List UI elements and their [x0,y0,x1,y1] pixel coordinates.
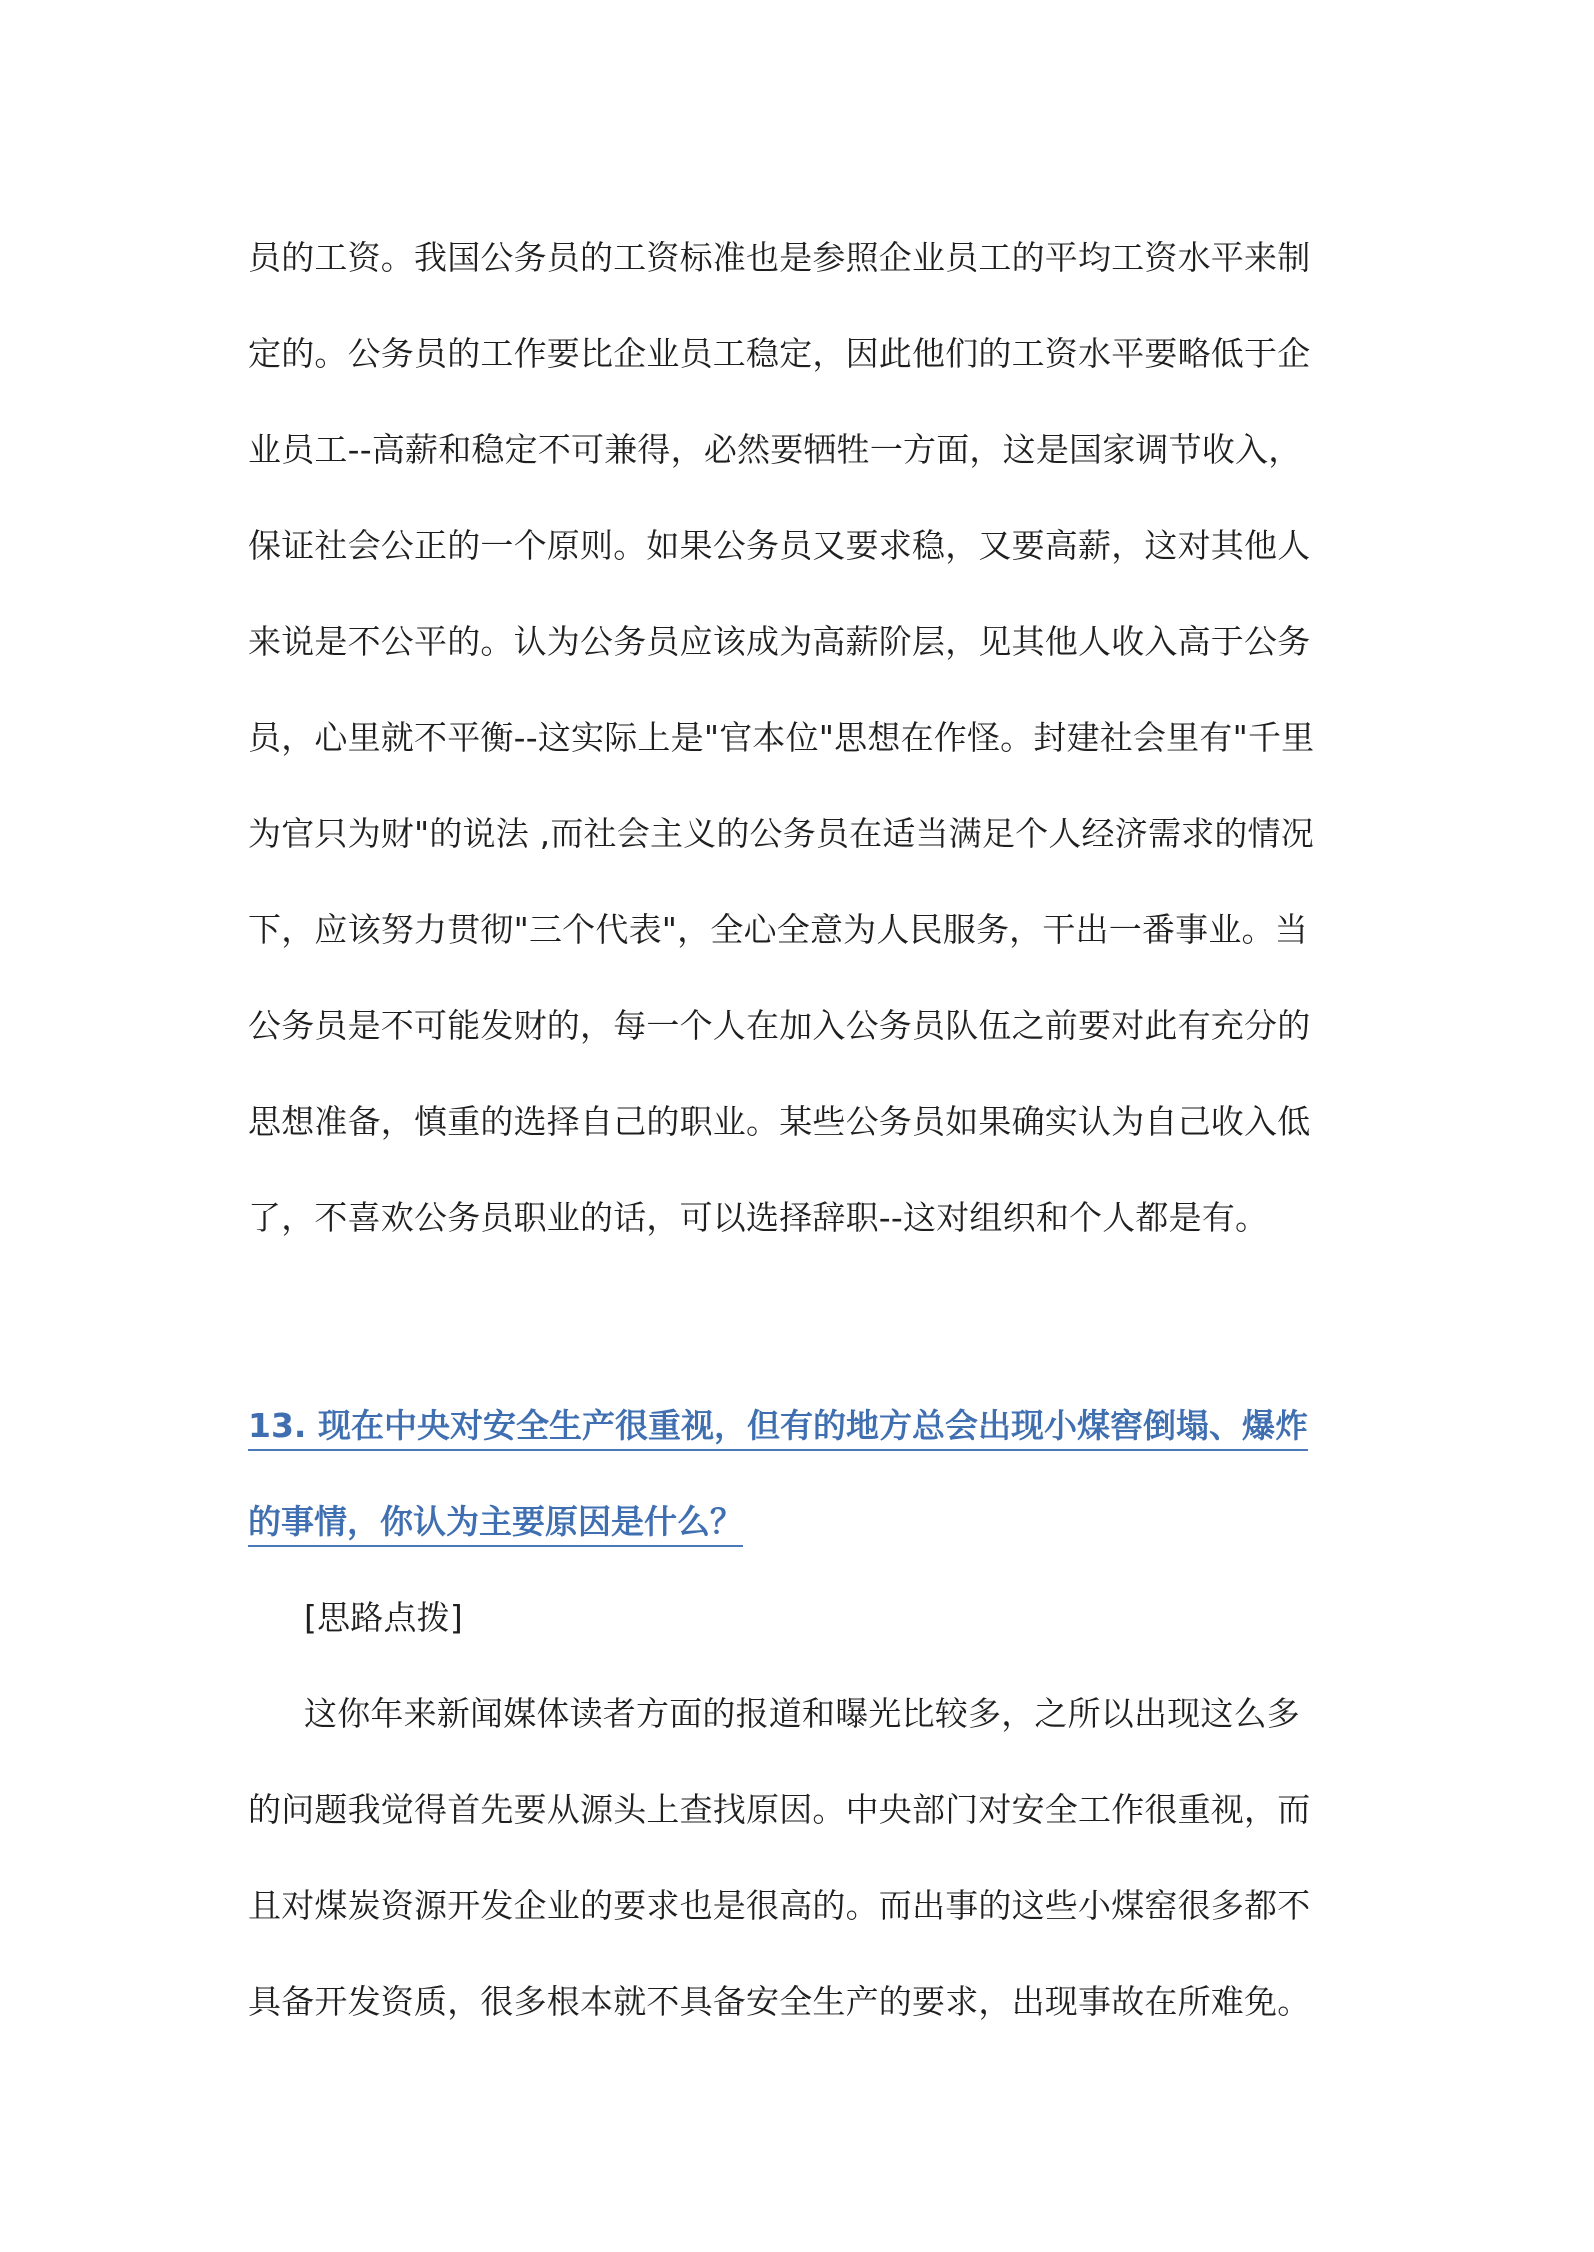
text-line: 了，不喜欢公务员职业的话，可以选择辞职--这对组织和个人都是有。 [248,1198,1269,1237]
text-line: 下，应该努力贯彻"三个代表"，全心全意为人民服务，干出一番事业。当 [248,910,1308,949]
text-line: 员，心里就不平衡--这实际上是"官本位"思想在作怪。封建社会里有"千里 [248,718,1315,757]
text-line: 员的工资。我国公务员的工资标准也是参照企业员工的平均工资水平来制 [248,238,1311,277]
text-line: 业员工--高薪和稳定不可兼得，必然要牺牲一方面，这是国家调节收入， [248,430,1302,469]
paragraph-gap [248,1266,1358,1378]
question-heading-line-1 [248,1378,1358,1474]
question-heading-text: 的事情，你认为主要原因是什么？ [248,1502,743,1547]
paragraph-salary [248,210,1358,1266]
paragraph-answer [248,1666,1358,2050]
text-line: 保证社会公正的一个原则。如果公务员又要求稳，又要高薪，这对其他人 [248,526,1311,565]
hint-label: [思路点拨] [304,1598,463,1637]
text-line: 具备开发资质，很多根本就不具备安全生产的要求，出现事故在所难免。 [248,1982,1311,2021]
text-line: 的问题我觉得首先要从源头上查找原因。中央部门对安全工作很重视，而 [248,1790,1311,1829]
text-line: 来说是不公平的。认为公务员应该成为高薪阶层，见其他人收入高于公务 [248,622,1311,661]
question-heading [248,1378,1358,1570]
question-heading-line-2 [248,1474,1358,1570]
question-heading-text: 13. 现在中央对安全生产很重视，但有的地方总会出现小煤窖倒塌、爆炸 [248,1406,1308,1451]
text-line: 定的。公务员的工作要比企业员工稳定，因此他们的工资水平要略低于企 [248,334,1311,373]
text-line: 公务员是不可能发财的，每一个人在加入公务员队伍之前要对此有充分的 [248,1006,1311,1045]
text-line: 且对煤炭资源开发企业的要求也是很高的。而出事的这些小煤窑很多都不 [248,1886,1311,1925]
text-line: 思想准备，慎重的选择自己的职业。某些公务员如果确实认为自己收入低 [248,1102,1311,1141]
text-line: 为官只为财"的说法 ,而社会主义的公务员在适当满足个人经济需求的情况 [248,814,1314,853]
document-content [248,210,1358,2050]
text-line: 这你年来新闻媒体读者方面的报道和曝光比较多，之所以出现这么多 [304,1694,1300,1733]
